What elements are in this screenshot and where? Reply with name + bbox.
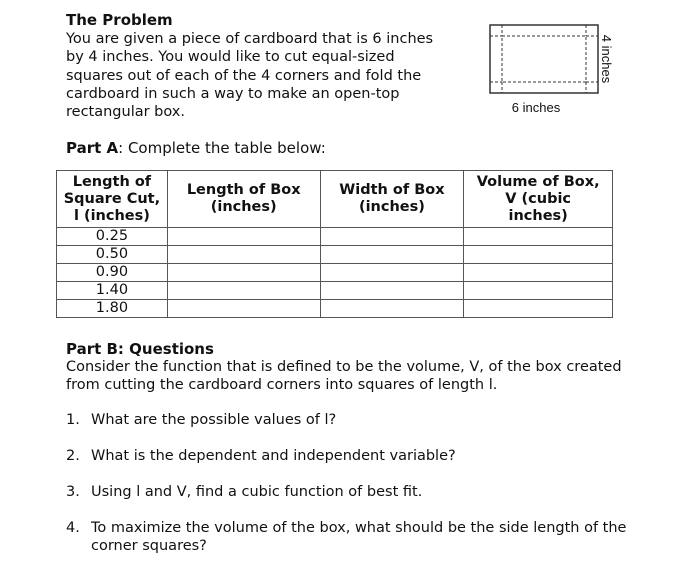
header-line: inches)	[508, 207, 568, 224]
box-width-cell[interactable]	[320, 228, 464, 246]
part-b-line: Consider the function that is defined to be the volume, V, of the box created	[66, 359, 622, 375]
question-item	[66, 519, 631, 555]
header-square-cut	[57, 171, 168, 228]
box-width-cell[interactable]	[320, 300, 464, 318]
part-b-title: Part B: Questions	[66, 340, 214, 358]
cardboard-diagram	[488, 23, 618, 123]
problem-line: cardboard in such a way to make an open-top	[66, 85, 400, 102]
question-number: 2.	[66, 448, 80, 464]
header-line: Width of Box	[339, 182, 445, 198]
header-line: Length of	[72, 173, 152, 190]
question-number: 1.	[66, 412, 80, 428]
table-row	[57, 264, 613, 282]
question-number: 3.	[66, 484, 80, 500]
header-line: Length of Box	[186, 182, 301, 198]
header-line: V (cubic	[505, 190, 572, 207]
box-volume-cell[interactable]	[464, 264, 613, 282]
part-a-label: Part A	[66, 139, 119, 157]
part-a-text: : Complete the table below:	[118, 139, 326, 157]
square-cut-value: 0.25	[57, 228, 168, 246]
header-line: l (inches)	[73, 207, 150, 224]
header-box-volume	[464, 171, 613, 228]
table-row	[57, 300, 613, 318]
question-item	[66, 483, 631, 501]
question-text: To maximize the volume of the box, what should be the side length of the corner squares?	[91, 520, 627, 554]
width-label: 6 inches	[511, 100, 561, 115]
question-item	[66, 447, 631, 465]
header-box-length	[167, 171, 320, 228]
part-b-line: from cutting the cardboard corners into squares of length l.	[66, 377, 498, 393]
box-length-cell[interactable]	[167, 228, 320, 246]
question-text: What are the possible values of l?	[91, 412, 337, 428]
box-table	[56, 170, 613, 318]
part-b-description	[66, 358, 646, 394]
problem-line: You are given a piece of cardboard that is 6 inches	[66, 31, 434, 47]
box-volume-cell[interactable]	[464, 300, 613, 318]
box-volume-cell[interactable]	[464, 228, 613, 246]
part-a-instruction	[66, 139, 326, 157]
box-length-cell[interactable]	[167, 300, 320, 318]
question-text: What is the dependent and independent variable?	[91, 448, 456, 464]
height-label: 4 inches	[599, 34, 614, 84]
table-row	[57, 246, 613, 264]
header-line: (inches)	[210, 199, 277, 215]
box-volume-cell[interactable]	[464, 282, 613, 300]
header-box-width	[320, 171, 464, 228]
box-width-cell[interactable]	[320, 282, 464, 300]
question-text: Using l and V, find a cubic function of best fit.	[91, 484, 423, 500]
table-header-row	[57, 171, 613, 228]
problem-line: squares out of each of the 4 corners and fold the	[66, 67, 422, 84]
square-cut-value: 0.50	[57, 246, 168, 264]
square-cut-value: 0.90	[57, 264, 168, 282]
problem-title: The Problem	[66, 11, 173, 29]
question-item	[66, 411, 631, 429]
square-cut-value: 1.80	[57, 300, 168, 318]
box-width-cell[interactable]	[320, 264, 464, 282]
box-length-cell[interactable]	[167, 264, 320, 282]
box-width-cell[interactable]	[320, 246, 464, 264]
header-line: Square Cut,	[63, 190, 161, 207]
cardboard-outline	[490, 25, 598, 93]
problem-line: rectangular box.	[66, 104, 185, 121]
table-row	[57, 228, 613, 246]
square-cut-value: 1.40	[57, 282, 168, 300]
fold-lines	[502, 36, 586, 82]
table-row	[57, 282, 613, 300]
header-line: (inches)	[358, 199, 425, 215]
box-volume-cell[interactable]	[464, 246, 613, 264]
problem-description	[66, 30, 456, 121]
problem-line: by 4 inches. You would like to cut equal-sized	[66, 49, 395, 66]
box-length-cell[interactable]	[167, 246, 320, 264]
question-number: 4.	[66, 520, 80, 536]
header-line: Volume of Box,	[476, 173, 600, 190]
box-length-cell[interactable]	[167, 282, 320, 300]
